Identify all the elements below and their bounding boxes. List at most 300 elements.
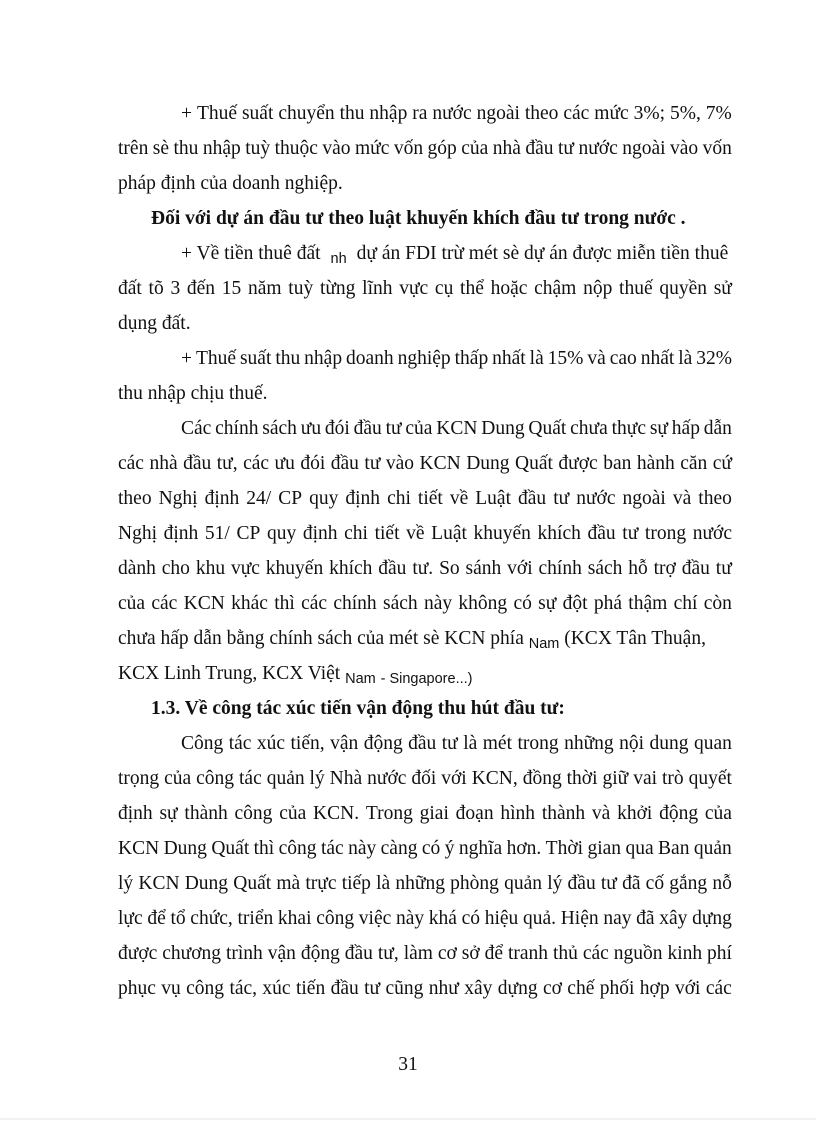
paragraph-line: [181, 415, 732, 443]
word: tư: [441, 733, 458, 754]
word: So: [439, 558, 460, 579]
word: sự: [159, 803, 178, 824]
word: vận: [330, 733, 359, 754]
text-run-small: ...): [455, 671, 473, 687]
word: nhập: [304, 348, 343, 369]
word: nguồn: [613, 943, 663, 964]
word: để: [484, 943, 504, 964]
word: tư: [364, 453, 381, 474]
word: thể: [460, 278, 484, 299]
word: hoặc: [490, 278, 528, 299]
word: tư: [385, 418, 402, 439]
word: Quất: [528, 418, 567, 439]
word: tác,: [229, 978, 258, 999]
word: đầu: [344, 943, 373, 964]
word: Trong: [365, 803, 413, 824]
word: lực: [118, 908, 143, 929]
word: phục: [118, 978, 156, 999]
word: cơ: [542, 978, 562, 999]
word: trực: [305, 873, 337, 894]
paragraph-line: [118, 940, 732, 968]
word: 3: [170, 278, 181, 299]
word: cụ: [434, 278, 454, 299]
paragraph-line: [118, 905, 732, 933]
word: nghĩa: [458, 838, 503, 859]
word: Luật: [431, 523, 467, 544]
word: trọng: [118, 768, 160, 789]
word: 24/: [246, 488, 272, 509]
word: vào: [385, 453, 415, 474]
text-run: KCX Linh Trung, KCX Việt: [118, 663, 341, 684]
word: còn: [703, 593, 732, 614]
word: xây: [659, 908, 688, 929]
word: trong: [517, 733, 559, 754]
word: dành: [118, 558, 156, 579]
word: về: [406, 523, 425, 544]
paragraph-line: [118, 870, 732, 898]
word: động: [300, 943, 340, 964]
word: Thời: [545, 838, 584, 859]
word: CP: [278, 488, 303, 509]
word: ngoài: [476, 103, 520, 124]
word: các: [243, 453, 270, 474]
word: tiếp: [341, 873, 371, 894]
word: tư: [600, 873, 617, 894]
word: theo: [524, 103, 559, 124]
word: tiết: [374, 523, 400, 544]
word: Các: [181, 418, 212, 439]
word: chương: [162, 943, 222, 964]
word: nước: [367, 768, 407, 789]
word: Nhà: [329, 768, 363, 789]
word: thấp: [454, 348, 489, 369]
word: quan: [693, 733, 732, 754]
word: của: [461, 138, 489, 159]
word: quy: [309, 488, 339, 509]
word: xúc: [262, 978, 291, 999]
word: và: [587, 348, 606, 369]
word: đất: [118, 278, 142, 299]
word: sách: [262, 418, 297, 439]
word: với: [674, 978, 701, 999]
word: chế: [567, 978, 595, 999]
word: nội: [619, 733, 645, 754]
word: ngoài: [622, 488, 666, 509]
word: tư: [364, 978, 381, 999]
word: dựng: [497, 978, 538, 999]
word: vốn: [393, 138, 424, 159]
word: gian: [587, 838, 622, 859]
word: lý: [309, 768, 325, 789]
word: định: [163, 523, 199, 544]
word: chính: [215, 418, 259, 439]
word: việc: [358, 908, 392, 929]
word: năm: [248, 278, 282, 299]
word: sự: [649, 418, 668, 439]
word: vào: [322, 138, 351, 159]
word: sè: [152, 138, 170, 159]
word: sánh: [465, 558, 502, 579]
word: dựng: [692, 908, 732, 929]
word: nước: [692, 523, 732, 544]
word: KCN,: [471, 768, 518, 789]
word: các: [151, 593, 178, 614]
word: như: [428, 978, 459, 999]
word: xây: [464, 978, 493, 999]
word: triển: [237, 908, 274, 929]
word: +: [181, 348, 192, 369]
word: đầu: [353, 418, 382, 439]
text-run: chưa hấp dẫn bằng chính sách của mét sè KCN phía: [118, 628, 524, 649]
word: các: [705, 978, 732, 999]
word: hành: [636, 453, 675, 474]
word: ra: [412, 103, 428, 124]
word: đột: [562, 593, 588, 614]
word: Dung: [481, 418, 525, 439]
word: tác: [239, 768, 262, 789]
paragraph-line: pháp định của doanh nghiệp.: [118, 173, 343, 194]
word: Nghị: [158, 488, 198, 509]
word: động: [659, 803, 699, 824]
word: này: [423, 593, 453, 614]
word: là: [678, 348, 693, 369]
word: đói: [300, 453, 326, 474]
word: những: [395, 873, 445, 894]
word: với: [441, 768, 467, 789]
paragraph-line: [118, 555, 732, 583]
text-run-small: Nam: [345, 671, 376, 687]
word: công: [196, 768, 235, 789]
word: thực: [611, 418, 646, 439]
word: thu: [339, 103, 365, 124]
paragraph-line: [118, 765, 732, 793]
page-number: 31: [398, 1054, 418, 1075]
word: 15%: [547, 348, 584, 369]
word: 5%,: [669, 103, 701, 124]
word: ngoài: [622, 138, 666, 159]
text-run: (KCX Tân Thuận,: [564, 628, 706, 649]
word: có: [421, 838, 441, 859]
word: thì: [253, 838, 275, 859]
word: suất: [239, 348, 272, 369]
word: các: [118, 453, 144, 474]
word: có: [513, 593, 532, 614]
word: ban: [603, 453, 632, 474]
word: công: [278, 838, 317, 859]
word: thủ: [552, 943, 578, 964]
word: suất: [241, 103, 274, 124]
word: này: [395, 908, 425, 929]
word: của: [164, 768, 192, 789]
paragraph-line: [118, 975, 732, 1003]
word: cao: [609, 348, 637, 369]
word: khai: [277, 908, 312, 929]
word: gắng: [669, 873, 708, 894]
word: lý: [547, 873, 563, 894]
word: thì: [274, 593, 295, 614]
word: tác: [320, 838, 344, 859]
paragraph-line: [181, 100, 732, 128]
paragraph-line: [118, 275, 732, 303]
paragraph-line: [118, 835, 732, 863]
paragraph-line: [118, 590, 732, 618]
word: thu: [173, 138, 199, 159]
word: vực: [230, 558, 260, 579]
word: những: [564, 733, 614, 754]
paragraph-line: dụng đất.: [118, 313, 191, 334]
word: tổ: [170, 908, 186, 929]
word: này: [348, 838, 377, 859]
word: thuế: [619, 278, 653, 299]
word: KCN: [436, 418, 478, 439]
word: thành: [184, 803, 228, 824]
word: định: [345, 488, 381, 509]
word: tư,: [216, 453, 238, 474]
word: mức: [594, 103, 629, 124]
word: ưu: [274, 453, 295, 474]
word: chi: [344, 523, 368, 544]
word: vào: [669, 138, 699, 159]
word: càng: [380, 838, 418, 859]
word: +: [181, 103, 192, 124]
word: Quất: [211, 838, 250, 859]
word: khuyến: [473, 523, 531, 544]
word: sách: [382, 593, 418, 614]
paragraph-line: [118, 520, 732, 548]
section-heading: 1.3. Về công tác xúc tiến vận động thu hút đầu tư:: [151, 698, 565, 719]
word: căn: [680, 453, 708, 474]
word: đã: [622, 873, 641, 894]
word: hỗ: [628, 558, 648, 579]
word: đầu: [183, 453, 212, 474]
word: công: [316, 908, 355, 929]
text-run-small: - Singapore: [380, 671, 456, 687]
word: đầu: [525, 138, 554, 159]
word: của: [279, 803, 307, 824]
word: mà: [276, 873, 301, 894]
word: đầu: [681, 558, 710, 579]
word: nhà: [492, 138, 521, 159]
word: chưa: [570, 418, 608, 439]
word: vực: [399, 278, 429, 299]
word: Quất: [515, 453, 553, 474]
section-heading: Đối với dự án đầu tư theo luật khuyến khích đầu tư trong nước .: [151, 208, 686, 229]
word: khuyến: [265, 558, 324, 579]
word: chức,: [190, 908, 233, 929]
word: và: [672, 488, 692, 509]
paragraph-line: thu nhập chịu thuế.: [118, 383, 268, 404]
word: khác: [231, 593, 268, 614]
word: khích: [537, 523, 581, 544]
word: tư,: [377, 943, 399, 964]
word: quản: [693, 838, 732, 859]
word: dẫn: [703, 418, 732, 439]
word: được: [558, 453, 598, 474]
word: công: [234, 803, 273, 824]
word: quyền: [659, 278, 707, 299]
word: vụ: [161, 978, 181, 999]
word: nhất: [492, 348, 526, 369]
word: được: [118, 943, 158, 964]
word: vốn: [702, 138, 732, 159]
word: có: [461, 908, 481, 929]
paragraph-line: [118, 450, 732, 478]
word: tiến,: [290, 733, 325, 754]
word: chậm: [534, 278, 577, 299]
word: đầu: [378, 558, 407, 579]
word: Thuế: [195, 348, 237, 369]
word: ý: [444, 838, 455, 859]
word: hình: [500, 803, 536, 824]
word: về: [449, 488, 469, 509]
word: khởi: [617, 803, 653, 824]
word: định: [204, 488, 240, 509]
word: trong: [644, 523, 687, 544]
word: quả.: [523, 908, 557, 929]
word: thậm: [628, 593, 668, 614]
word: 7%: [705, 103, 732, 124]
word: KCN.: [313, 803, 360, 824]
word: công: [186, 978, 225, 999]
word: các: [563, 103, 590, 124]
word: KCN: [419, 453, 461, 474]
word: trên: [118, 138, 149, 159]
word: mét: [482, 733, 512, 754]
word: làm: [403, 943, 433, 964]
word: các: [582, 943, 609, 964]
word: động: [363, 733, 403, 754]
word: lĩnh: [362, 278, 393, 299]
word: khu: [195, 558, 226, 579]
paragraph-line: [118, 135, 732, 163]
word: Hiện: [560, 908, 599, 929]
word: nhà: [149, 453, 178, 474]
word: giai: [419, 803, 449, 824]
word: thu: [275, 348, 301, 369]
word: trò: [661, 768, 684, 789]
word: của: [405, 418, 433, 439]
word: đồng: [522, 768, 562, 789]
word: sự: [538, 593, 557, 614]
word: phí: [707, 943, 732, 964]
word: chí: [673, 593, 698, 614]
word: theo: [118, 488, 152, 509]
paragraph-line: [118, 625, 816, 654]
word: theo: [698, 488, 732, 509]
text-run-small: nh: [330, 251, 347, 267]
paragraph-line: [181, 240, 816, 269]
page-bottom-rule: [0, 1118, 816, 1120]
word: hấp: [671, 418, 700, 439]
paragraph-line: [118, 800, 732, 828]
word: nghiệp: [397, 348, 451, 369]
word: thuộc: [274, 138, 318, 159]
word: nhất: [640, 348, 675, 369]
text-run-small: Nam: [528, 636, 560, 652]
word: doanh: [346, 348, 394, 369]
word: quy: [266, 523, 297, 544]
word: đến: [186, 278, 216, 299]
word: đầu: [330, 453, 359, 474]
word: Dung: [163, 838, 207, 859]
word: phòng: [450, 873, 499, 894]
word: nước: [432, 103, 472, 124]
word: nước: [578, 138, 618, 159]
word: giữ: [602, 768, 629, 789]
word: tranh: [507, 943, 549, 964]
word: định: [302, 523, 338, 544]
word: hợp: [639, 978, 670, 999]
word: tiến: [295, 978, 326, 999]
word: CP: [236, 523, 261, 544]
word: nhập: [202, 138, 241, 159]
paragraph-line: [181, 345, 732, 373]
word: Công: [181, 733, 224, 754]
word: sách: [587, 558, 623, 579]
word: 3%;: [633, 103, 666, 124]
word: KCN: [183, 593, 225, 614]
word: định: [118, 803, 153, 824]
word: quản: [266, 768, 305, 789]
word: góp: [427, 138, 457, 159]
word: mức: [354, 138, 390, 159]
text-run: dự án FDI trừ mét sè dự án được miễn tiền thuê: [356, 243, 729, 264]
word: chính: [538, 558, 582, 579]
word: là: [529, 348, 544, 369]
word: Thuế: [196, 103, 238, 124]
word: khích: [329, 558, 373, 579]
word: nỗ: [712, 873, 732, 894]
word: đoạn: [455, 803, 494, 824]
word: dung: [649, 733, 689, 754]
word: hiệu: [484, 908, 519, 929]
word: 15: [221, 278, 242, 299]
word: của: [704, 803, 732, 824]
word: ưu: [300, 418, 322, 439]
word: cứ: [712, 453, 732, 474]
word: tuỳ: [288, 278, 314, 299]
word: không: [458, 593, 508, 614]
word: tiết: [417, 488, 443, 509]
word: nhập: [369, 103, 408, 124]
word: đã: [636, 908, 655, 929]
word: đầu: [518, 488, 547, 509]
word: xúc: [256, 733, 286, 754]
word: Dung: [184, 873, 229, 894]
word: và: [591, 803, 611, 824]
word: từng: [319, 278, 356, 299]
word: đầu: [587, 523, 616, 544]
word: chuyển: [278, 103, 335, 124]
word: nước: [576, 488, 616, 509]
word: tuỳ: [245, 138, 271, 159]
word: tõ: [148, 278, 164, 299]
word: quyết: [688, 768, 732, 789]
word: tư: [557, 138, 574, 159]
word: đầu: [330, 978, 359, 999]
word: đầu: [567, 873, 596, 894]
word: KCN: [118, 838, 160, 859]
word: tư: [553, 488, 570, 509]
word: đói: [324, 418, 350, 439]
word: đối: [411, 768, 437, 789]
word: kinh: [667, 943, 703, 964]
word: là: [463, 733, 478, 754]
word: cơ: [437, 943, 457, 964]
word: phối: [599, 978, 635, 999]
word: sử: [713, 278, 732, 299]
word: trợ: [653, 558, 676, 579]
